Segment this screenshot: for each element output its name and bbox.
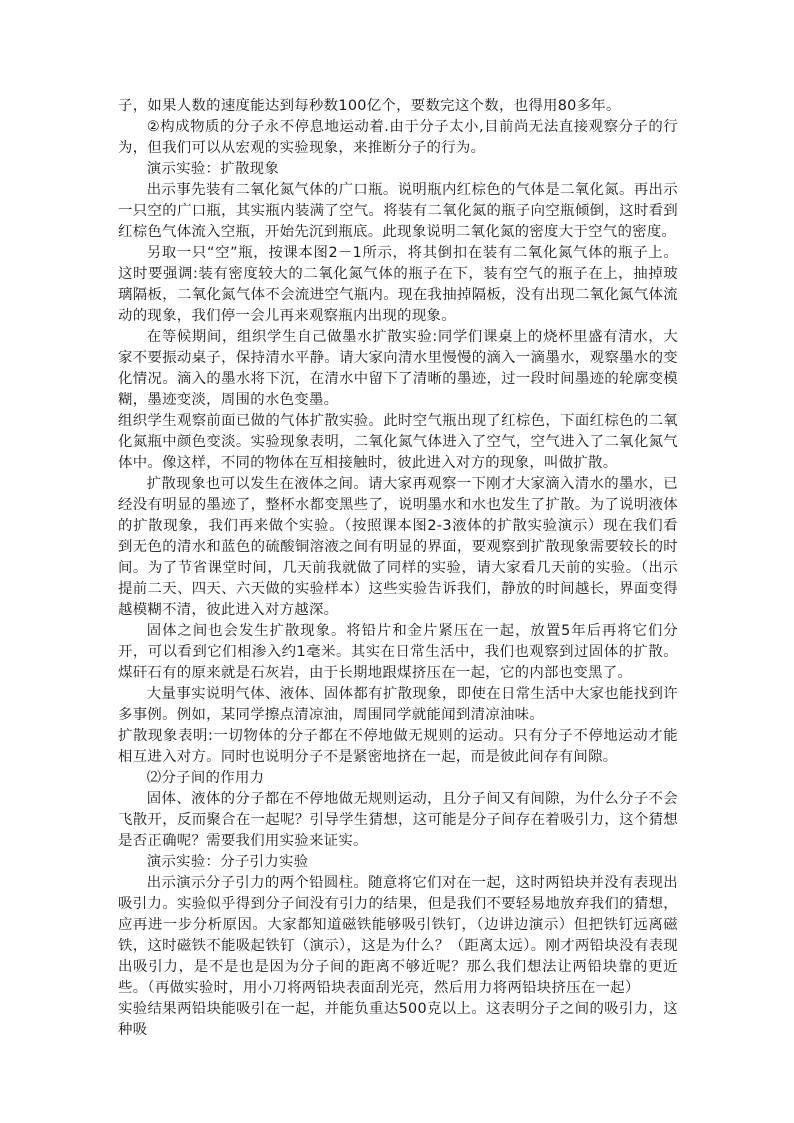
heading-diffusion-demo: 演示实验：扩散现象	[146, 161, 280, 177]
paragraph-lead-cylinders: 出示演示分子引力的两个铅圆柱。随意将它们对在一起，这时两铅块并没有表现出吸引力。实验似乎得到分子间没有引力的结果，但是我们不要轻易地放弃我们的猜想，应再进一步分析原因。大家都知道磁铁能够吸引铁钉，（边讲边演示）但把铁钉远离磁铁，这时磁铁不能吸起铁钉（演示），这是为什么？（距离太远）。刚才两铅块没有表现出吸引力，是不是也是因为分子间的距离不够近呢？那么我们想法让两铅块靠的更近些。（再做实验时，用小刀将两铅块表面刮光亮，然后用力将两铅块挤压在一起）	[118, 875, 678, 996]
paragraph-liquid-diffusion: 扩散现象也可以发生在液体之间。请大家再观察一下刚才大家滴入清水的墨水，已经没有明显的墨迹了，整杯水都变黑些了，说明墨水和水也发生了扩散。为了说明液体的扩散现象，我们再来做个实验。（按照课本图2-3液体的扩散实验演示）现在我们看到无色的清水和蓝色的硫酸铜溶液之间有明显的界面，要观察到扩散现象需要较长的时间。为了节省课堂时间，几天前我就做了同样的实验，请大家看几天前的实验。（出示提前二天、四天、六天做的实验样本）这些实验告诉我们，静放的时间越长，界面变得越模糊不清，彼此进入对方越深。	[118, 476, 678, 618]
paragraph-lead-result: 实验结果两铅块能吸引在一起，并能负重达500克以上。这表明分子之间的吸引力，这种吸	[118, 1001, 678, 1038]
paragraph-ink-diffusion: 在等候期间，组织学生自己做墨水扩散实验:同学们课桌上的烧杯里盛有清水，大家不要振动桌子，保持清水平静。请大家向清水里慢慢的滴入一滴墨水，观察墨水的变化情况。滴入的墨水将下沉，在清水中留下了清晰的墨迹，过一段时间墨迹的轮廓变模糊，墨迹变淡，周围的水色变墨。	[118, 329, 678, 408]
paragraph-counting-molecules: 子，如果人数的速度能达到每秒数100亿个，要数完这个数，也得用80多年。	[118, 98, 621, 114]
heading-intermolecular-force: ⑵分子间的作用力	[146, 770, 265, 786]
paragraph-molecular-motion: ②构成物质的分子永不停息地运动着.由于分子太小,目前尚无法直接观察分子的行为，但我们可以从宏观的实验现象，来推断分子的行为。	[118, 119, 678, 156]
paragraph-no2-bottle: 出示事先装有二氧化氮气体的广口瓶。说明瓶内红棕色的气体是二氧化氮。再出示一只空的广口瓶，其实瓶内装满了空气。将装有二氧化氮的瓶子向空瓶倾倒，这时看到红棕色气体流入空瓶，开始先沉到瓶底。此现象说明二氧化氮的密度大于空气的密度。	[118, 182, 678, 240]
paragraph-everyday-examples: 大量事实说明气体、液体、固体都有扩散现象，即使在日常生活中大家也能找到许多事例。例如，某同学擦点清凉油，周围同学就能闻到清凉油味。	[118, 686, 678, 723]
paragraph-attraction-hypothesis: 固体、液体的分子都在不停地做无规则运动，且分子间又有间隙，为什么分子不会飞散开，反而聚合在一起呢？引导学生猜想，这可能是分子间存在着吸引力，这个猜想是否正确呢？需要我们用实验来证实。	[118, 791, 678, 849]
paragraph-diffusion-conclusion: 扩散现象表明:一切物体的分子都在不停地做无规则的运动。只有分子不停地运动才能相互进入对方。同时也说明分子不是紧密地挤在一起，而是彼此间存有间隙。	[118, 728, 678, 765]
paragraph-gas-diffusion-result: 组织学生观察前面已做的气体扩散实验。此时空气瓶出现了红棕色，下面红棕色的二氧化氮瓶中颜色变淡。实验现象表明，二氧化氮气体进入了空气，空气进入了二氧化氮气体中。像这样，不同的物体在互相接触时，彼此进入对方的现象，叫做扩散。	[118, 413, 678, 471]
paragraph-solid-diffusion: 固体之间也会发生扩散现象。将铅片和金片紧压在一起，放置5年后再将它们分开，可以看到它们相渗入约1毫米。其实在日常生活中，我们也观察到过固体的扩散。煤矸石有的原来就是石灰岩，由于长期地跟煤挤压在一起，它的内部也变黑了。	[118, 623, 678, 681]
paragraph-empty-bottle: 另取一只“空”瓶，按课本图2－1所示，将其倒扣在装有二氧化氮气体的瓶子上。这时要强调:装有密度较大的二氧化氮气体的瓶子在下，装有空气的瓶子在上，抽掉玻璃隔板，二氧化氮气体不会流进空气瓶内。现在我抽掉隔板，没有出现二氧化氮气体流动的现象，我们停一会儿再来观察瓶内出现的现象。	[118, 245, 678, 324]
heading-attraction-demo: 演示实验：分子引力实验	[146, 854, 309, 870]
